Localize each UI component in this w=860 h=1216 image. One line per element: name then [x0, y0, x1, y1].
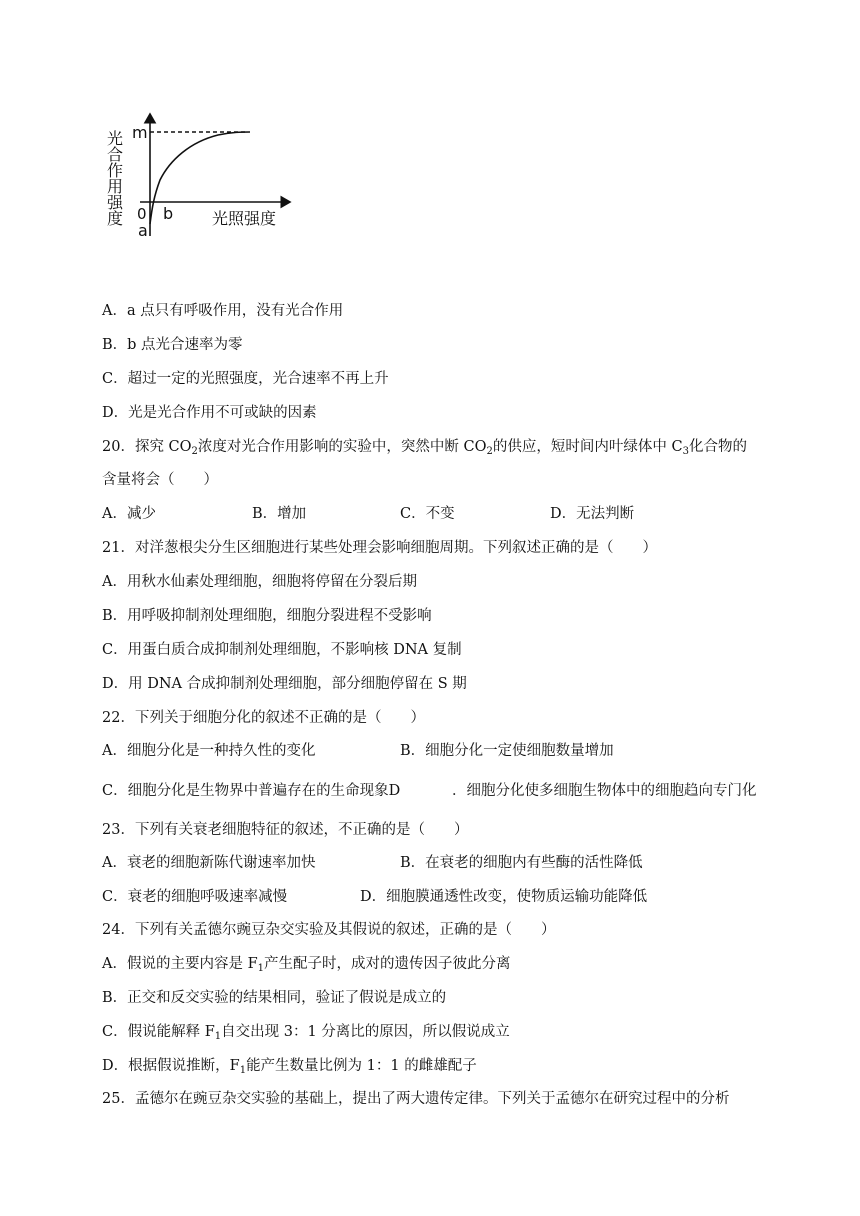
y-axis-label: 光合作用强度	[104, 130, 124, 226]
q24-stem: 24．下列有关孟德尔豌豆杂交实验及其假说的叙述，正确的是（ ）	[102, 922, 556, 938]
q21-option-a: A．用秋水仙素处理细胞，细胞将停留在分裂后期	[102, 574, 417, 590]
point-a-label: a	[138, 221, 148, 240]
q24-option-a	[102, 954, 511, 974]
q23-option-c: C．衰老的细胞呼吸速率减慢	[102, 889, 288, 905]
q20-stem-part4: 化合物的	[688, 439, 747, 455]
q24-option-a-part1: A．假说的主要内容是 F	[102, 956, 258, 972]
q24-option-d	[102, 1056, 477, 1076]
q20-option-a: A．减少	[102, 506, 156, 522]
q24-option-d-part2: 能产生数量比例为 1：1 的雌雄配子	[246, 1058, 477, 1074]
q21-option-b: B．用呼吸抑制剂处理细胞，细胞分裂进程不受影响	[102, 608, 432, 624]
q24-option-c-part2: 自交出现 3：1 分离比的原因，所以假说成立	[221, 1024, 510, 1040]
q20-stem-line2: 含量将会（ ）	[102, 472, 218, 488]
q20-option-b: B．增加	[252, 506, 307, 522]
x-axis-label: 光照强度	[212, 209, 277, 228]
q22-option-a: A．细胞分化是一种持久性的变化	[102, 743, 316, 759]
q23-option-a: A．衰老的细胞新陈代谢速率加快	[102, 855, 316, 871]
q20-stem	[102, 437, 747, 457]
q24-option-d-sub: 1	[239, 1065, 247, 1076]
q24-option-c-sub: 1	[214, 1031, 222, 1042]
photosynthesis-light-graph	[100, 108, 300, 248]
q20-stem-part2: 浓度对光合作用影响的实验中，突然中断 CO	[197, 439, 487, 455]
q22-stem: 22．下列关于细胞分化的叙述不正确的是（ ）	[102, 710, 425, 726]
q23-option-d: D．细胞膜通透性改变，使物质运输功能降低	[360, 889, 648, 905]
point-m-label: m	[132, 123, 148, 142]
q23-option-b: B．在衰老的细胞内有些酶的活性降低	[400, 855, 643, 871]
q20-option-d: D．无法判断	[550, 506, 635, 522]
q19-option-c: C．超过一定的光照强度，光合速率不再上升	[102, 371, 389, 387]
q24-option-a-part2: 产生配子时，成对的遗传因子彼此分离	[264, 956, 511, 972]
point-b-label: b	[163, 204, 174, 223]
q24-option-c	[102, 1022, 510, 1042]
q22-option-c: C．细胞分化是生物界中普遍存在的生命现象D	[102, 783, 401, 799]
q19-option-a: A．a 点只有呼吸作用，没有光合作用	[102, 303, 344, 319]
q19-option-d: D．光是光合作用不可或缺的因素	[102, 405, 317, 421]
q21-option-d: D．用 DNA 合成抑制剂处理细胞，部分细胞停留在 S 期	[102, 676, 467, 692]
q21-stem: 21．对洋葱根尖分生区细胞进行某些处理会影响细胞周期。下列叙述正确的是（ ）	[102, 540, 657, 556]
q20-sub3: 3	[682, 446, 689, 457]
q23-stem: 23．下列有关衰老细胞特征的叙述，不正确的是（ ）	[102, 822, 469, 838]
q24-option-b: B．正交和反交实验的结果相同，验证了假说是成立的	[102, 990, 447, 1006]
q20-sub2: 2	[486, 446, 493, 457]
q21-option-c: C．用蛋白质合成抑制剂处理细胞，不影响核 DNA 复制	[102, 642, 462, 658]
q22-option-d: ．细胞分化使多细胞生物体中的细胞趋向专门化	[452, 783, 757, 799]
q20-stem-part3: 的供应，短时间内叶绿体中 C	[492, 439, 683, 455]
q24-option-a-sub: 1	[257, 963, 265, 974]
q20-stem-part1: 20．探究 CO	[102, 439, 192, 455]
q20-sub1: 2	[191, 446, 198, 457]
q22-option-b: B．细胞分化一定使细胞数量增加	[400, 743, 614, 759]
origin-label: 0	[137, 205, 147, 223]
q25-stem: 25．孟德尔在豌豆杂交实验的基础上，提出了两大遗传定律。下列关于孟德尔在研究过程中的分析	[102, 1091, 730, 1107]
q24-option-d-part1: D．根据假说推断，F	[102, 1058, 240, 1074]
q20-option-c: C．不变	[400, 506, 455, 522]
q24-option-c-part1: C．假说能解释 F	[102, 1024, 215, 1040]
q19-option-b: B．b 点光合速率为零	[102, 337, 243, 353]
